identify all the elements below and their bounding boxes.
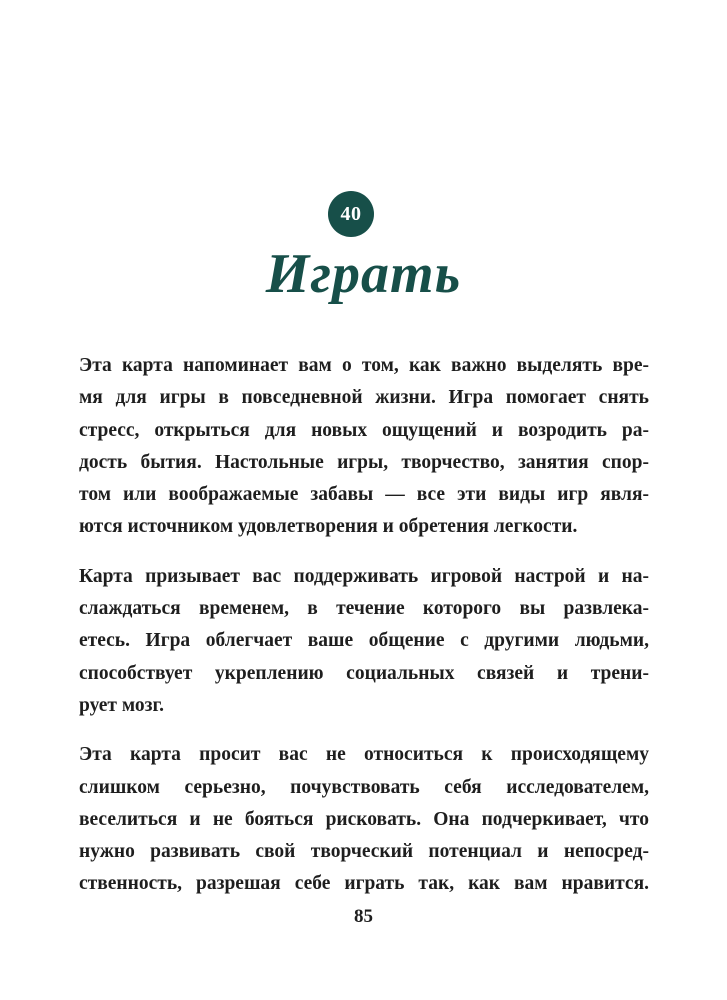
text-line: ственность, разрешая себе играть так, как вам нравится. bbox=[79, 873, 649, 895]
card-number-badge bbox=[328, 191, 374, 237]
page-number: 85 bbox=[354, 906, 373, 927]
text-line: мя для игры в повседневной жизни. Игра помогает снять bbox=[79, 387, 649, 409]
text-line: способствует укреплению социальных связей и трени- bbox=[79, 662, 649, 684]
body-text bbox=[79, 350, 649, 918]
text-line: Карта призывает вас поддерживать игровой настрой и на- bbox=[79, 565, 649, 587]
text-line: стресс, открыться для новых ощущений и возродить ра- bbox=[79, 419, 649, 441]
text-line: ются источником удовлетворения и обретения легкости. bbox=[79, 516, 578, 538]
text-line: том или воображаемые забавы — все эти виды игр явля- bbox=[79, 484, 649, 506]
text-line: Эта карта просит вас не относиться к происходящему bbox=[79, 744, 649, 766]
text-line: нужно развивать свой творческий потенциал и непосред- bbox=[79, 841, 649, 863]
text-line: слаждаться временем, в течение которого вы развлека- bbox=[79, 598, 649, 620]
text-line: етесь. Игра облегчает ваше общение с другими людьми, bbox=[79, 630, 649, 652]
text-line: веселиться и не бояться рисковать. Она подчеркивает, что bbox=[79, 808, 649, 830]
paragraph bbox=[79, 739, 649, 900]
text-line: дость бытия. Настольные игры, творчество, занятия спор- bbox=[79, 451, 649, 473]
text-line: рует мозг. bbox=[79, 694, 164, 716]
text-line: слишком серьезно, почувствовать себя исследователем, bbox=[79, 776, 649, 798]
paragraph bbox=[79, 561, 649, 722]
text-line: Эта карта напоминает вам о том, как важно выделять вре- bbox=[79, 355, 649, 376]
card-title: Играть bbox=[265, 243, 462, 305]
paragraph bbox=[79, 350, 649, 544]
card-number: 40 bbox=[340, 202, 362, 225]
